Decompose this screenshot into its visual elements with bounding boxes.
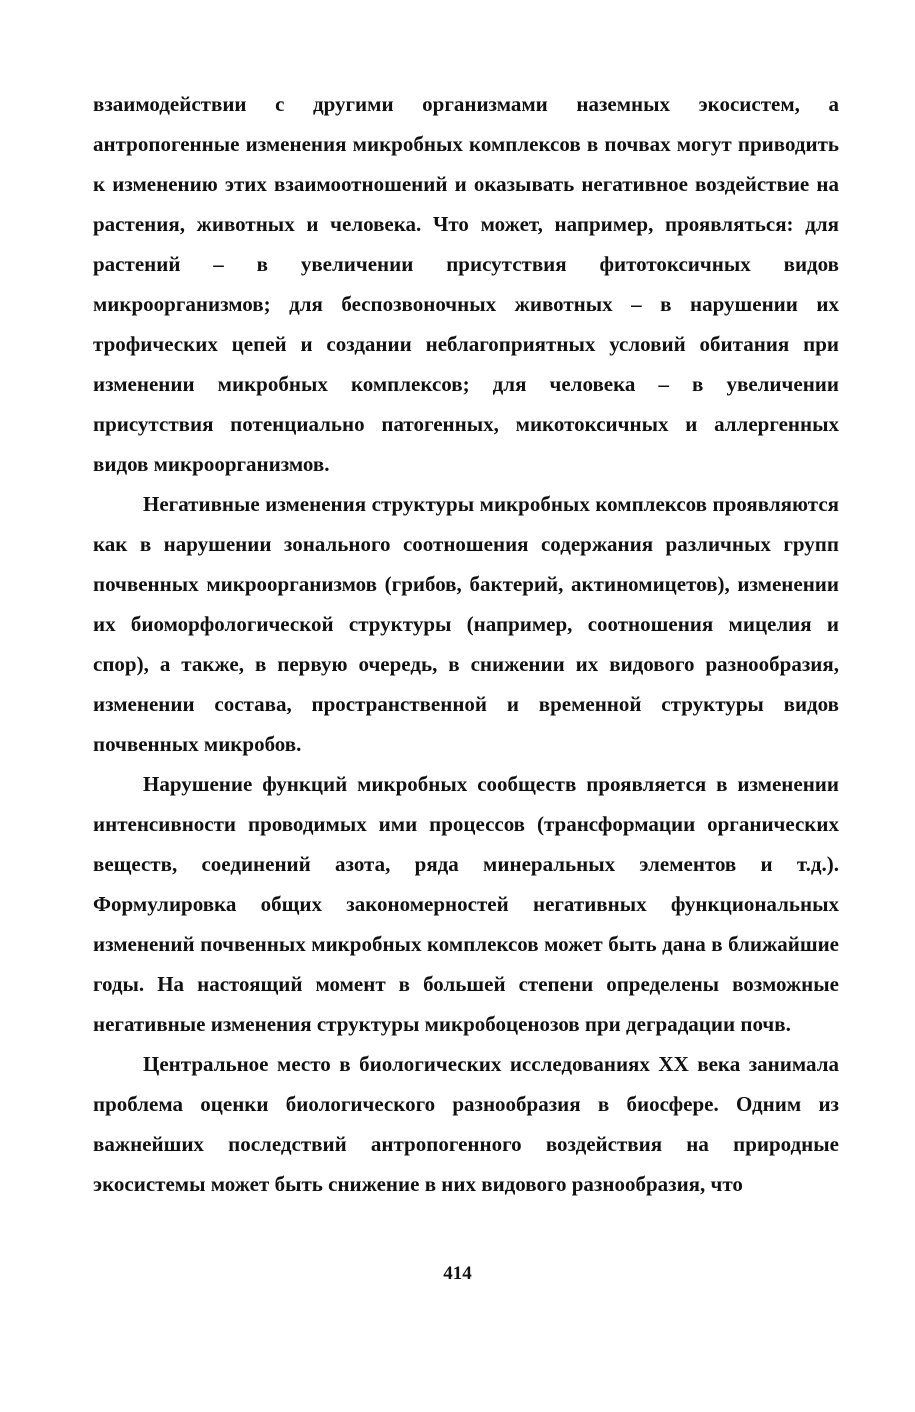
paragraph-4: Центральное место в биологических исследованиях XX века занимала проблема оценки биологического разнообразия в биосфере. Одним из важнейших последствий антропогенного воздействия на природные экосистемы может быть снижение в них видового разнообразия, что: [93, 1052, 839, 1196]
paragraph-2: Негативные изменения структуры микробных комплексов проявляются как в нарушении зонального соотношения содержания различных групп почвенных микроорганизмов (грибов, бактерий, актиномицетов), изменении их биоморфологической структуры (например, соотношения мицелия и спор), а также, в первую очередь, в снижении их видового разнообразия, изменении состава, пространственной и временной структуры видов почвенных микробов.: [93, 492, 839, 756]
paragraph-3: Нарушение функций микробных сообществ проявляется в изменении интенсивности проводимых ими процессов (трансформации органических веществ, соединений азота, ряда минеральных элементов и т.д.). Формулировка общих закономерностей негативных функциональных изменений почвенных микробных комплексов может быть дана в ближайшие годы. На настоящий момент в большей степени определены возможные негативные изменения структуры микробоценозов при деградации почв.: [93, 772, 839, 1036]
page-number: 414: [443, 1263, 472, 1284]
body-text: [93, 84, 839, 1204]
paragraph-1: взаимодействии с другими организмами наземных экосистем, а антропогенные изменения микробных комплексов в почвах могут приводить к изменению этих взаимоотношений и оказывать негативное воздействие на растения, животных и человека. Что может, например, проявляться: для растений – в увеличении присутствия фитотоксичных видов микроорганизмов; для беспозвоночных животных – в нарушении их трофических цепей и создании неблагоприятных условий обитания при изменении микробных комплексов; для человека – в увеличении присутствия потенциально патогенных, микотоксичных и аллергенных видов микроорганизмов.: [93, 92, 839, 476]
